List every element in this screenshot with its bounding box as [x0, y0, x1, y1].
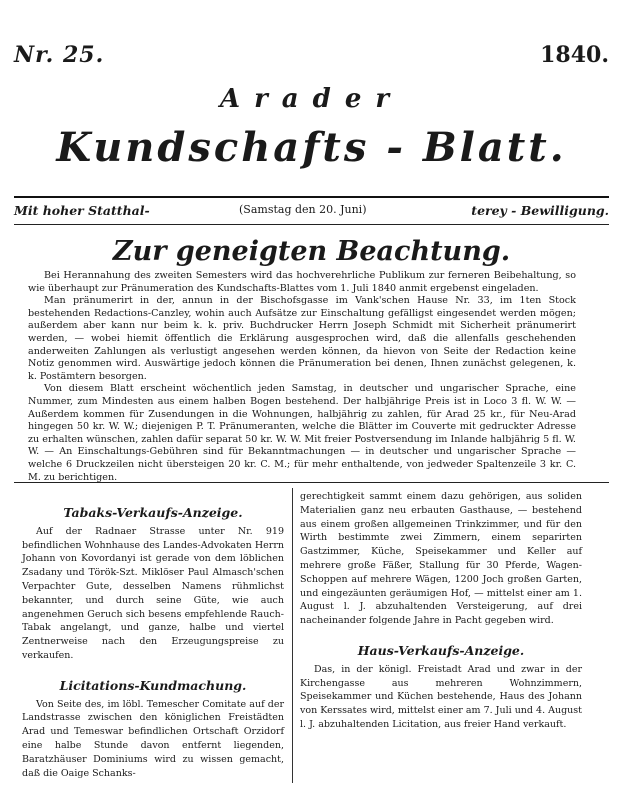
masthead-title-top: Arader: [219, 84, 404, 114]
masthead-title-main: Kundschafts - Blatt.: [56, 124, 567, 171]
section-rule: [14, 482, 609, 483]
licitation-heading: Licitations-Kundmachung.: [59, 677, 247, 693]
masthead-rule-top: [14, 196, 609, 198]
masthead-header: [14, 42, 609, 70]
licitation-text: Von Seite des, im löbl. Temescher Comitate auf der Landstrasse zwischen den königlichen Freistädten Arad und Temeswar befindlichen Ortschaft Orzidorf eine halbe Stunde davon entfernt liegenden, Baratzhäuser Dominiums wird zu wissen gemacht, daß die Oaige Schanks-: [22, 698, 284, 779]
column-divider: [292, 488, 293, 783]
right-column: [300, 490, 582, 732]
notice-paragraph: Bei Herannahung des zweiten Semesters wird das hochverehrliche Publikum zur ferneren Beibehaltung, so wie überhaupt zur Pränumeration des Kundschafts-Blattes vom 1. Juli 1840 anmit ergebenst eingeladen.: [28, 270, 576, 294]
notice-paragraph: Von diesem Blatt erscheint wöchentlich jeden Samstag, in deutscher und ungarischer Sprache, eine Nummer, zum Mindesten aus einem halben Bogen bestehend. Der halbjährige Preis ist in Loco 3 fl. W. W. — Außerdem kommen für Zusendungen in die Wohnungen, halbjährig zu zahlen, für Arad 25 kr., für Neu-Arad hingegen 50 kr. W. W.; diejenigen P. T. Pränumeranten, welche die Blätter im Couverte mit gedruckter Adresse zu erhalten wünschen, zahlen dafür separat 50 kr. W. W. Mit freier Postversendung im Inlande halbjährig 5 fl. W. W. — An Einschaltungs-Gebühren sind für Bekanntmachungen — in deutscher und ungarischer Sprache — welche 6 Druckzeilen nicht übersteigen 20 kr. C. M.; für mehr enthaltende, von jedweder Spaltenzeile 3 kr. C. M. zu berichtigen.: [28, 383, 576, 483]
tobacco-heading: Tabaks-Verkaufs-Anzeige.: [63, 505, 243, 520]
left-column: [22, 506, 284, 780]
notice-body: [28, 270, 576, 484]
masthead-rule-bottom: [14, 224, 609, 225]
notice-paragraph: Man pränumerirt in der, annun in der Bischofsgasse im Vank'schen Hause Nr. 33, im 1ten Stock bestehenden Redactions-Canzley, wohin auch Aufsätze zur Einschaltung gefälligst eingesendet werden mögen; außerdem aber kann nur beim k. k. priv. Buchdrucker Herrn Joseph Schmidt mit Sicherheit pränumerirt werden, — wobei hiemit öffentlich die Erklärung ausgesprochen wird, daß die allenfalls geschehenden anderweiten Zahlungen als verlustigt angesehen werden können, da hievon von Seite der Redaction keine Notiz genommen wird. Auswärtige jedoch können die Pränumeration bei denen, Ihnen zunächst gelegenen, k. k. Postämtern besorgen.: [28, 295, 576, 382]
notice-heading: Zur geneigten Beachtung.: [112, 236, 511, 267]
spacer: [22, 663, 284, 679]
issue-number: Nr. 25.: [14, 42, 105, 68]
continued-text: gerechtigkeit sammt einem dazu gehörigen, aus soliden Materialien ganz neu erbauten Gasthause, — bestehend aus einem großen allgemeinen Trinkzimmer, und für den Wirth bestimmte zwei Zimmern, einem separirten Gastzimmer, Küche, Speisekammer und Keller auf mehrere große Fäßer, Stallung für 30 Pferde, Wagen-Schoppen auf mehrere Wägen, 1200 Joch großen Garten, und eingezäunten geräumigen Hof, — mittelst einer am 1. August l. J. abzuhaltenden Versteigerung, auf drei nacheinander folgende Jahre in Pacht gegeben wird.: [300, 491, 582, 627]
issue-year: 1840.: [540, 42, 609, 68]
sub-left-text: Mit hoher Statthal-: [14, 203, 150, 218]
sub-right-text: terey - Bewilligung.: [471, 203, 609, 218]
issue-date: (Samstag den 20. Juni): [239, 203, 367, 216]
masthead-subline: [14, 203, 609, 221]
tobacco-text: Auf der Radnaer Strasse unter Nr. 919 befindlichen Wohnhause des Landes-Advokaten Herrn Johann von Kovordanyi ist gerade von dem löblichen Zsadany und Török-Szt. Miklöser Paul Almasch'schen Verpachter Gute, desselben Namens rühmlichst bekannter, und durch seine Güte, wie auch angenehmen Geruch sich besens empfehlende Rauch-Tabak angelangt, und ganze, halbe und viertel Zentnerweise nach den Erzeugungspreise zu verkaufen.: [22, 525, 284, 661]
house-sale-heading: Haus-Verkaufs-Anzeige.: [357, 642, 525, 658]
spacer: [300, 628, 582, 644]
house-sale-text: Das, in der königl. Freistadt Arad und zwar in der Kirchengasse aus mehreren Wohnzimmern, Speisekammer und Küchen bestehende, Haus des Johann von Kerssates wird, mittelst einer am 7. Juli und 4. August l. J. abzuhaltenden Licitation, aus freier Hand verkauft.: [300, 663, 582, 730]
